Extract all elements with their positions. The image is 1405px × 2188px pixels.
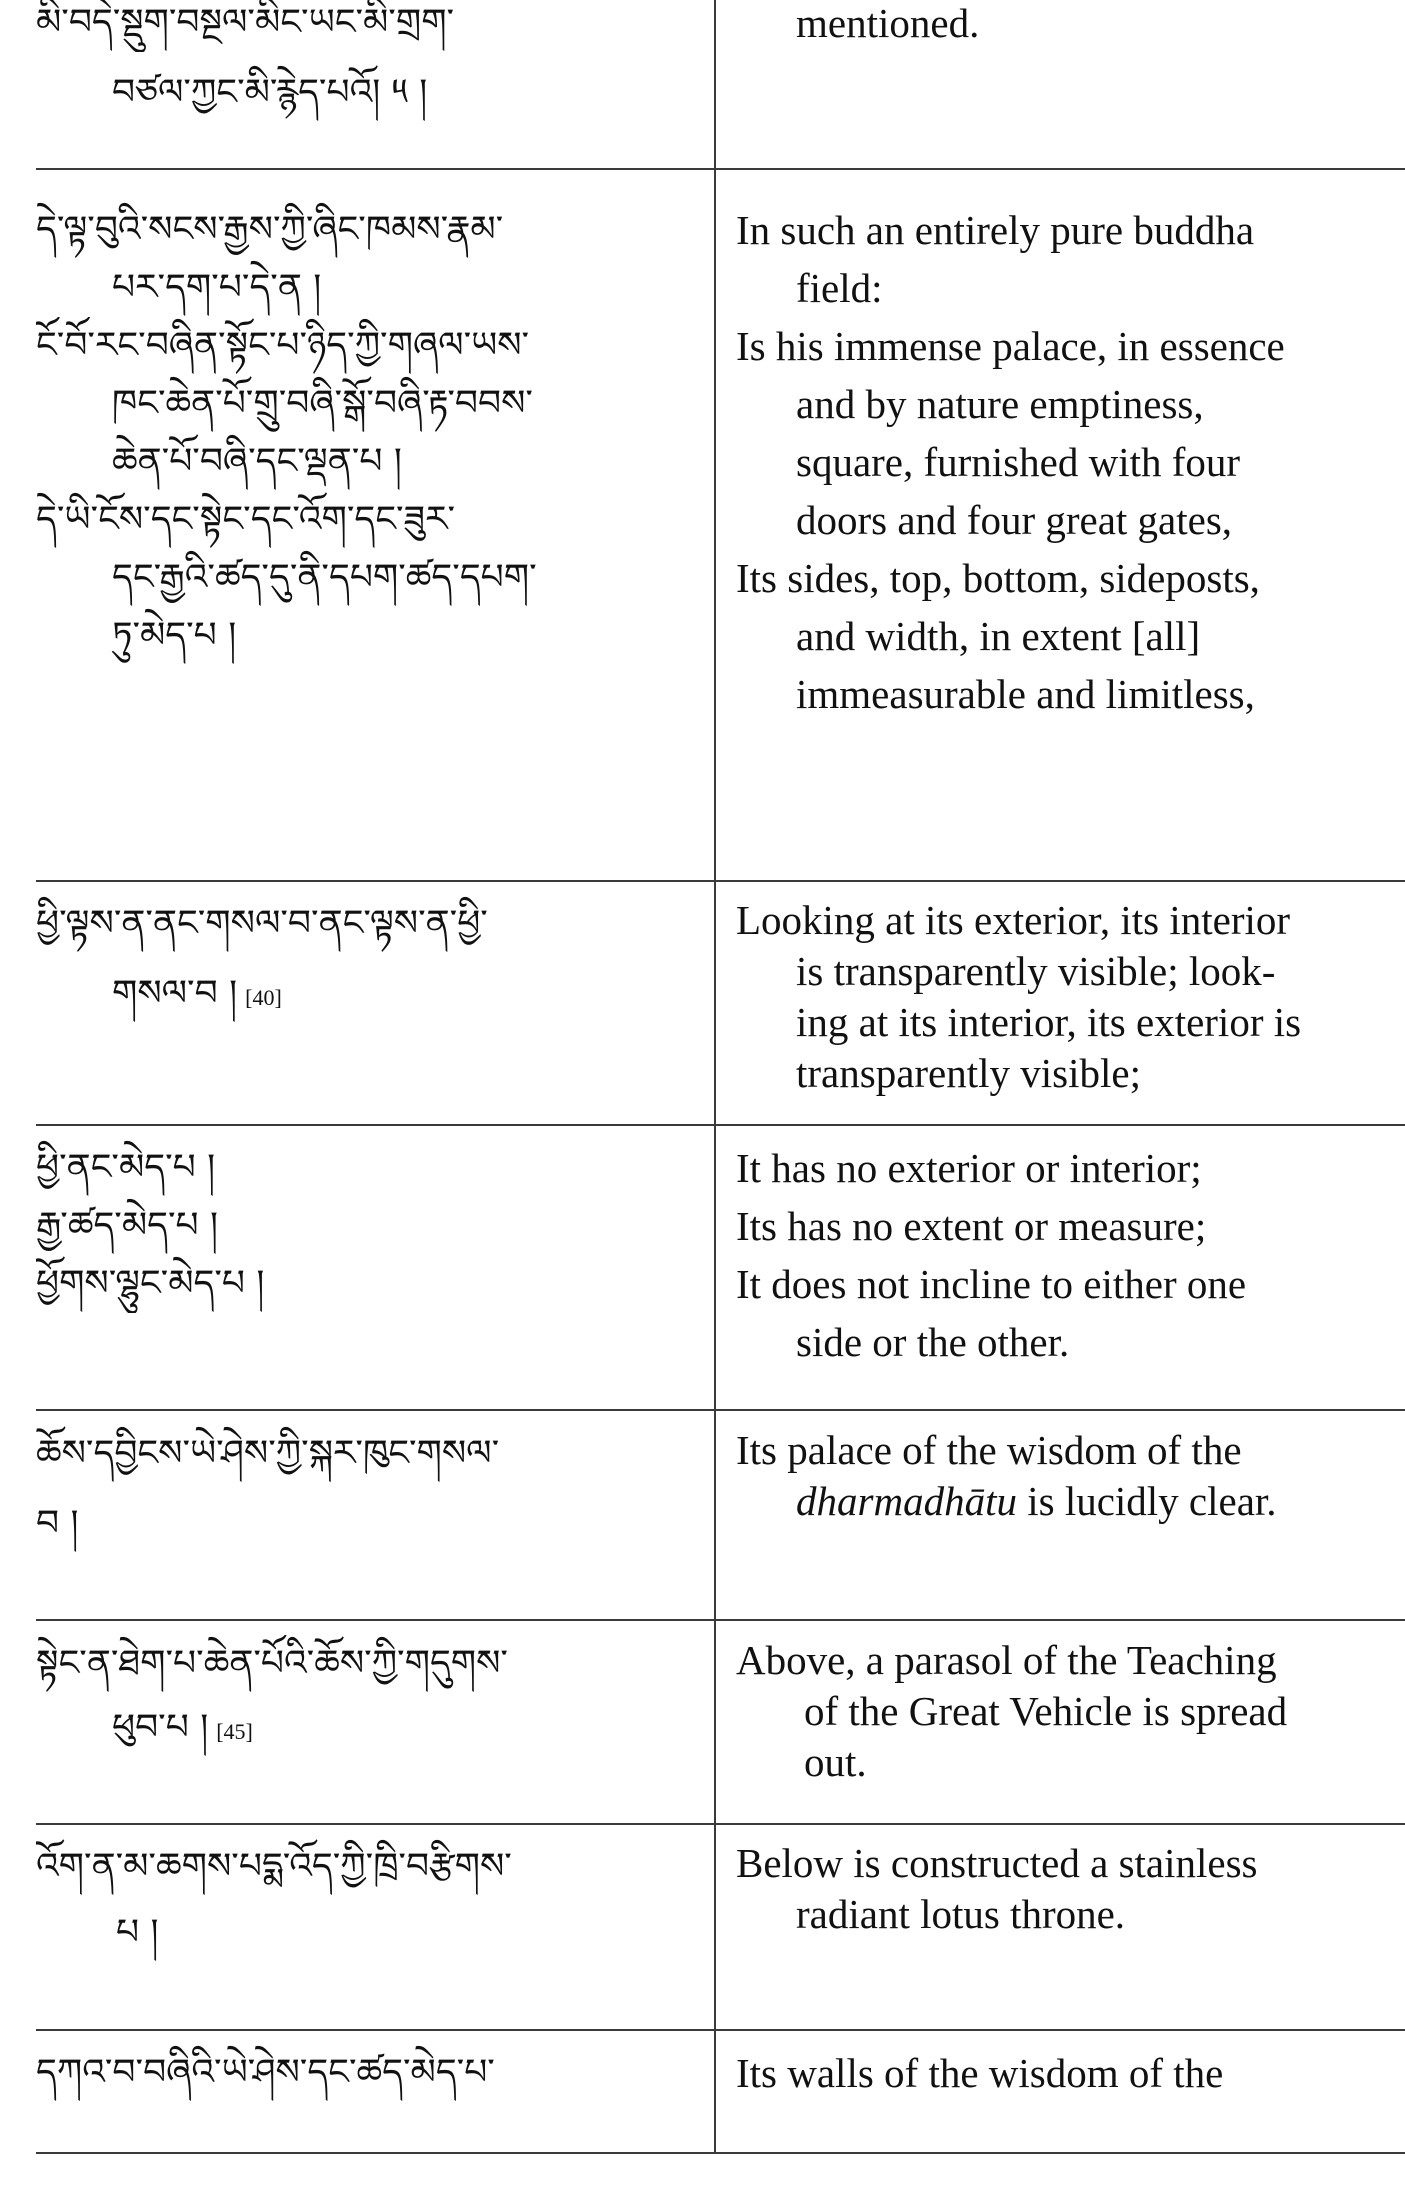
english-line: Its sides, top, bottom, sideposts, [736,555,1260,601]
tibetan-line: པར་དག་པ་དེ་ན ། [112,267,322,308]
tibetan-cell [36,1425,706,1553]
tibetan-cell [36,2044,706,2102]
english-cell [736,201,1405,723]
english-line: immeasurable and limitless, [796,671,1255,717]
english-line: It has no exterior or interior; [736,1145,1202,1191]
english-line: Looking at its exterior, its interior [736,897,1291,943]
english-line: transparently visible; [796,1050,1141,1096]
row-divider [36,1823,1405,1825]
english-line: out. [804,1739,867,1785]
tibetan-line-text: གསལ་བ ། [112,973,238,1014]
tibetan-line: ཕྱི་ནང་མེད་པ ། [36,1147,216,1188]
tibetan-line: ཏུ་མེད་པ ། [112,615,237,656]
tibetan-line: དཀའ་བ་བཞིའི་ཡེ་ཤེས་དང་ཚད་མེད་པ་ [36,2052,495,2093]
english-line: side or the other. [796,1319,1070,1365]
row-divider [36,2029,1405,2031]
tibetan-line: སྟེང་ན་ཐེག་པ་ཆེན་པོའི་ཆོས་ཀྱི་གདུགས་ [36,1643,508,1684]
english-cell [736,1635,1405,1788]
verse-reference: [45] [216,1719,253,1744]
english-line: ing at its interior, its exterior is [796,999,1302,1045]
tibetan-line: དེ་ཡི་ངོས་དང་སྟེང་དང་འོག་དང་ཟུར་ [36,499,456,540]
english-line: and by nature emptiness, [796,381,1204,427]
tibetan-line-text: ཕུབ་པ ། [112,1707,209,1748]
row-divider [36,1409,1405,1411]
row-divider [36,1619,1405,1621]
verse-reference: [40] [245,985,282,1010]
english-cell [736,0,1405,52]
tibetan-line: འོག་ན་མ་ཆགས་པདྨ་འོད་ཀྱི་ཁྲི་བརྩིགས་ [36,1846,512,1887]
tibetan-cell [36,201,706,665]
english-line: In such an entirely pure buddha [736,207,1255,253]
tibetan-line: མི་བདེ་སྡུག་བསྔལ་མིང་ཡང་མི་གྲག་ [36,2,455,43]
english-line: field: [796,265,883,311]
tibetan-line: པ ། [116,1912,159,1953]
english-cell [736,895,1405,1099]
tibetan-line [36,965,706,1027]
english-line [736,1476,1405,1527]
english-line: of the Great Vehicle is spread [804,1688,1288,1734]
english-line: Above, a parasol of the Teaching [736,1637,1277,1683]
italic-term: dharmadhātu [796,1478,1017,1524]
english-line: square, furnished with four [796,439,1241,485]
column-divider [714,0,716,2154]
english-cell [736,2044,1405,2102]
tibetan-line: ཆོས་དབྱིངས་ཡེ་ཤེས་ཀྱི་སྐར་ཁུང་གསལ་ [36,1433,500,1474]
english-line: Its palace of the wisdom of the [736,1427,1242,1473]
tibetan-line: རྒྱ་ཚད་མེད་པ ། [36,1205,219,1246]
tibetan-cell [36,895,706,1027]
english-line: Its walls of the wisdom of the [736,2050,1224,2096]
english-cell [736,1838,1405,1940]
tibetan-line: བཙལ་ཀྱང་མི་རྙེད་པའོ། ༥ ། [112,72,428,113]
english-line: Is his immense palace, in essence [736,323,1285,369]
row-divider [36,1124,1405,1126]
english-line: mentioned. [796,0,980,46]
tibetan-cell [36,0,706,122]
english-line-suffix: is lucidly clear. [1016,1478,1277,1524]
english-line: and width, in extent [all] [796,613,1201,659]
tibetan-cell [36,1635,706,1761]
english-cell [736,1139,1405,1371]
tibetan-line: ངོ་བོ་རང་བཞིན་སྟོང་པ་ཉིད་ཀྱི་གཞལ་ཡས་ [36,325,530,366]
tibetan-line [36,1699,706,1761]
english-line: radiant lotus throne. [796,1891,1126,1937]
tibetan-line: དེ་ལྟ་བུའི་སངས་རྒྱས་ཀྱི་ཞིང་ཁམས་རྣམ་ [36,209,504,250]
tibetan-cell [36,1139,706,1313]
english-cell [736,1425,1405,1527]
english-line: is transparently visible; look- [796,948,1276,994]
row-divider [36,168,1405,170]
english-line: doors and four great gates, [796,497,1233,543]
tibetan-line: ཁང་ཆེན་པོ་གྲུ་བཞི་སྒོ་བཞི་རྟ་བབས་ [112,383,533,424]
tibetan-line: ཕྱི་ལྟས་ན་ནང་གསལ་བ་ནང་ལྟས་ན་ཕྱི་ [36,903,488,944]
row-divider [36,2152,1405,2154]
english-line: Below is constructed a stainless [736,1840,1258,1886]
row-divider [36,880,1405,882]
tibetan-line: དང་རྒྱའི་ཚད་དུ་ནི་དཔག་ཚད་དཔག་ [112,557,537,598]
english-line: Its has no extent or measure; [736,1203,1207,1249]
tibetan-cell [36,1838,706,1962]
tibetan-line: བ ། [36,1503,79,1544]
english-line: It does not incline to either one [736,1261,1247,1307]
tibetan-line: ཕྱོགས་ལྷུང་མེད་པ ། [36,1263,265,1304]
tibetan-line: ཆེན་པོ་བཞི་དང་ལྡན་པ ། [112,441,402,482]
